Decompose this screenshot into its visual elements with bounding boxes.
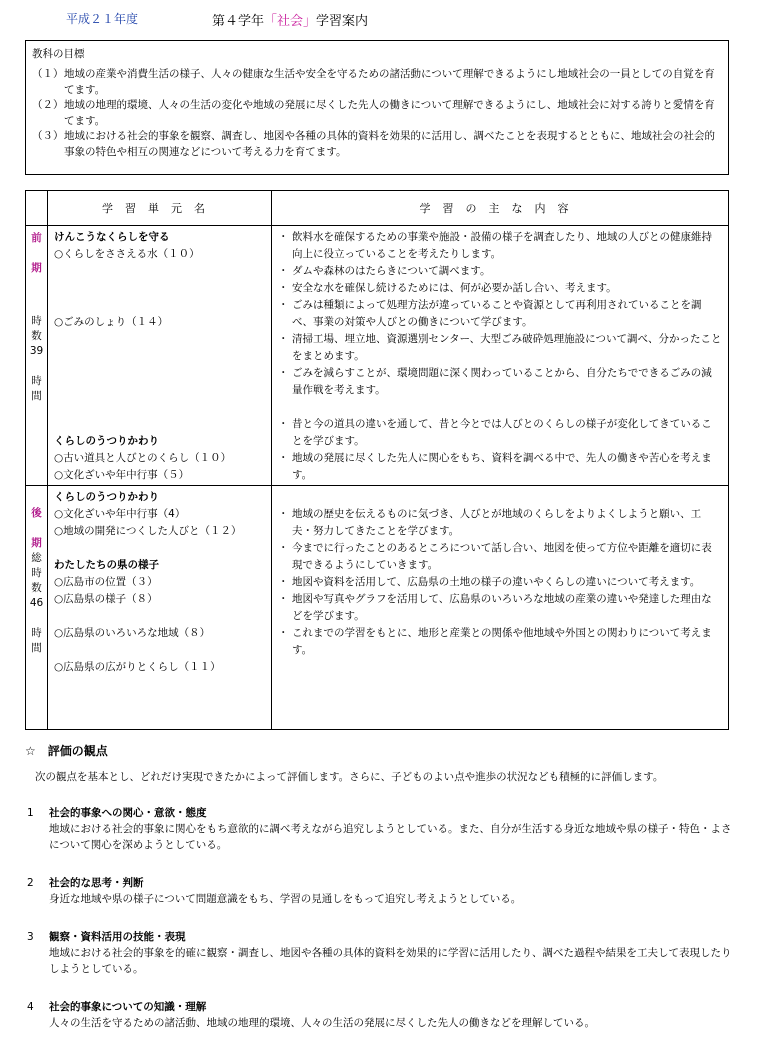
content-item: ・ 地図や資料を活用して、広島県の土地の様子の違いやくらしの違いについて考えます。 bbox=[278, 576, 701, 588]
content-item: ・ ごみは種類によって処理方法が違っていることや資源として再利用されていることを調べ、事業の対策や人びとの働きについて学びます。 bbox=[278, 299, 702, 328]
goal-item: （１） 地域の産業や消費生活の様子、人々の健康な生活や安全を守るための諸活動について理解できるようにし地域社会の一員としての自覚を育てます。 bbox=[32, 68, 715, 96]
criterion-item: 2 社会的な思考・判断 身近な地域や県の様子について問題意識をもち、学習の見通しをもって追究し考えようとしている。 bbox=[27, 877, 522, 905]
unit-item: ○広島市の位置（３） bbox=[54, 576, 158, 588]
unit-item: ○地域の開発につくした人びと（１２） bbox=[54, 525, 242, 537]
school-year: 平成２１年度 bbox=[66, 12, 139, 26]
content-item: ・ 地域の歴史を伝えるものに気づき、人びとが地域のくらしをよりよくしようと願い、工夫・努力してきたことを学びます。 bbox=[278, 508, 702, 537]
content-item: ・ 今までに行ったことのあるところについて話し合い、地図を使って方位や距離を適切に表現できるようにしていきます。 bbox=[278, 542, 712, 571]
criterion-item: 3 観察・資料活用の技能・表現 地域における社会的事象を的確に観察・調査し、地図や各種の具体的資料を効果的に学習に活用したり、調べた過程や結果を工夫して表現したりしようとしている。 bbox=[27, 931, 732, 975]
term1-label: 前 期 時 数 39 時 間 bbox=[26, 226, 48, 486]
criterion-item: 4 社会的事象についての知識・理解 人々の生活を守るための諸活動、地域の地理的環境、人々の生活の発展に尽くした先人の働きなどを理解している。 bbox=[27, 1001, 595, 1029]
unit-item: ○広島県のいろいろな地域（８） bbox=[54, 627, 211, 639]
content-item: ・ 地図や写真やグラフを活用して、広島県のいろいろな地域の産業の違いや発達した理由などを学びます。 bbox=[278, 593, 712, 622]
unit-item: ○広島県の広がりとくらし（１１） bbox=[54, 661, 221, 673]
term2-units bbox=[48, 486, 272, 730]
header-main-content: 学習の主な内容 bbox=[272, 191, 729, 226]
content-item: ・ 飲料水を確保するための事業や施設・設備の様子を調査したり、地域の人びとの健康維持向上に役立っていることを考えたりします。 bbox=[278, 231, 712, 260]
content-item: ・ これまでの学習をもとに、地形と産業との関係や他地域や外国との関わりについて考えます。 bbox=[278, 627, 712, 656]
unit-item: ○古い道具と人びとのくらし（１０） bbox=[54, 452, 232, 464]
term2-label: 後 期 総 時 数 46 時 間 bbox=[26, 486, 48, 730]
unit-heading: くらしのうつりかわり bbox=[54, 491, 159, 503]
goal-item: （２） 地域の地理的環境、人々の生活の変化や地域の発展に尽くした先人の働きについて理解できるようにし、地域社会に対する誇りと愛情を育てます。 bbox=[32, 99, 715, 127]
subject-goals-box bbox=[25, 40, 729, 175]
term2-contents bbox=[272, 486, 729, 730]
content-item: ・ 昔と今の道具の違いを通して、昔と今とでは人びとのくらしの様子が変化してきていることを学びます。 bbox=[278, 418, 712, 447]
term1-units bbox=[48, 226, 272, 486]
goals-heading: 教科の目標 bbox=[32, 48, 85, 60]
content-item: ・ 清掃工場、埋立地、資源選別センター、大型ごみ破砕処理施設について調べ、分かったことをまとめます。 bbox=[278, 333, 722, 362]
unit-heading: くらしのうつりかわり bbox=[54, 435, 159, 447]
page-header bbox=[66, 10, 369, 29]
content-item: ・ 地域の発展に尽くした先人に関心をもち、資料を調べる中で、先人の働きや苦心を考えます。 bbox=[278, 452, 712, 481]
header-unit-name: 学習単元名 bbox=[48, 191, 272, 226]
criterion-item: 1 社会的事象への関心・意欲・態度 地域における社会的事象に関心をもち意欲的に調べ考えながら追究しようとしている。また、自分が生活する身近な地域や県の様子・特色・よさについて関心を深めようとしている。 bbox=[27, 807, 732, 851]
unit-item: ○文化ざいや年中行事（５） bbox=[54, 469, 190, 481]
evaluation-section bbox=[25, 742, 737, 1053]
units-table bbox=[25, 190, 729, 730]
unit-item: ○くらしをささえる水（１０） bbox=[54, 248, 200, 260]
term1-row bbox=[26, 226, 729, 486]
term2-row bbox=[26, 486, 729, 730]
evaluation-intro: 次の観点を基本とし、どれだけ実現できたかによって評価します。さらに、子どものよい点や進歩の状況なども積極的に評価します。 bbox=[35, 771, 664, 783]
term1-contents bbox=[272, 226, 729, 486]
unit-item: ○文化ざいや年中行事（4） bbox=[54, 508, 186, 520]
content-item: ・ ごみを減らすことが、環境問題に深く関わっていることから、自分たちでできるごみの減量作戦を考えます。 bbox=[278, 367, 712, 396]
unit-item: ○広島県の様子（８） bbox=[54, 593, 158, 605]
content-item: ・ ダムや森林のはたらきについて調べます。 bbox=[278, 265, 491, 277]
table-header-row bbox=[26, 191, 729, 226]
unit-item: ○ごみのしょり（１４） bbox=[54, 316, 169, 328]
content-item: ・ 安全な水を確保し続けるためには、何が必要か話し合い、考えます。 bbox=[278, 282, 617, 294]
page-title: 第４学年「社会」学習案内 bbox=[212, 14, 369, 29]
unit-heading: わたしたちの県の様子 bbox=[54, 559, 159, 571]
unit-heading: けんこうなくらしを守る bbox=[54, 231, 170, 243]
goal-item: （３） 地域における社会的事象を観察、調査し、地図や各種の具体的資料を効果的に活用し、調べたことを表現するとともに、地域社会の社会的事象の特色や相互の関連などについて考える力を育てます。 bbox=[32, 130, 715, 158]
evaluation-title: ☆ 評価の観点 bbox=[25, 744, 108, 758]
subject-keyword: 「社会」 bbox=[264, 14, 317, 29]
